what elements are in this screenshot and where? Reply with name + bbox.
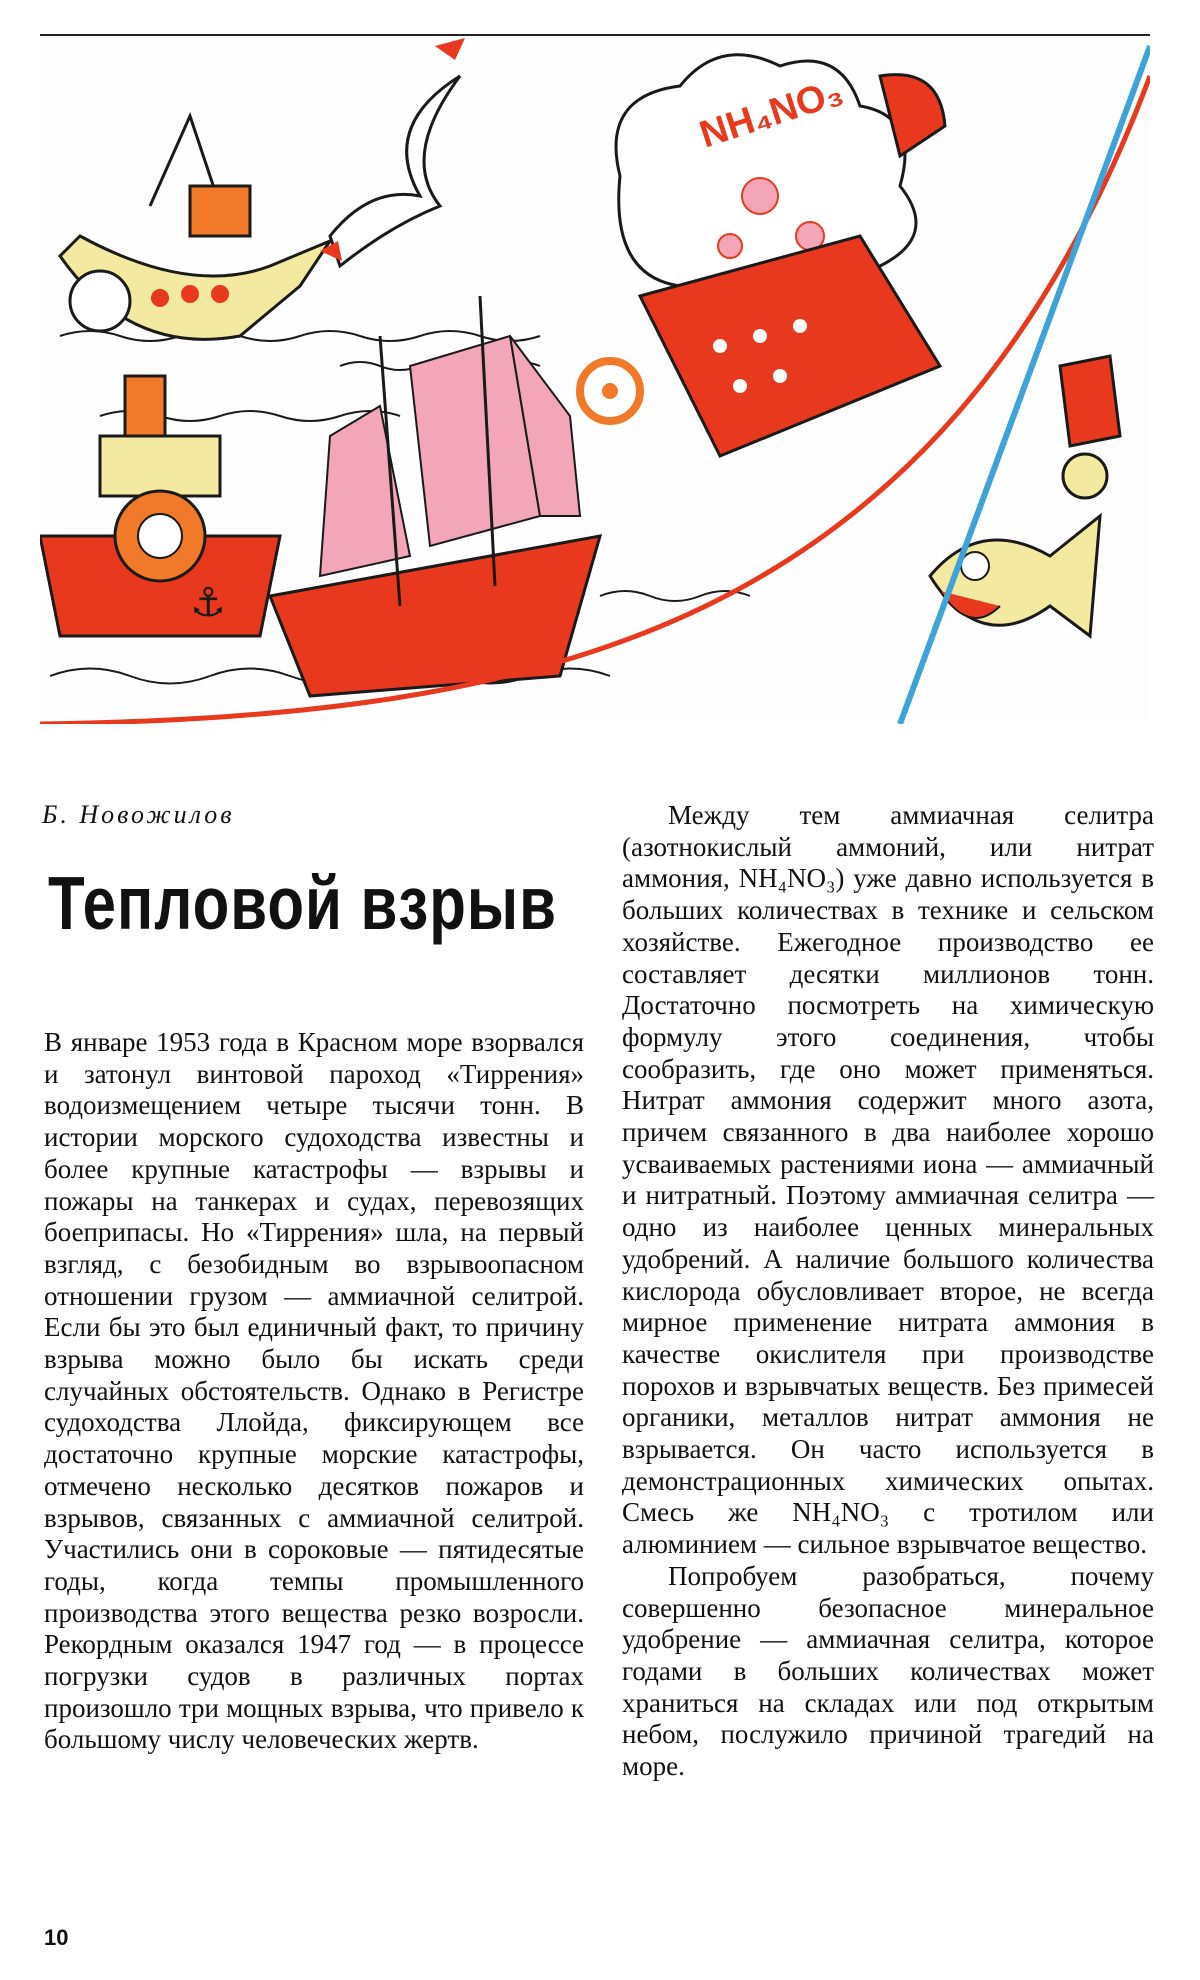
right-column [622, 800, 1154, 1783]
paddle-steamer [40, 376, 280, 636]
formula-label: NH₄NO₃ [694, 70, 849, 157]
left-column [44, 1027, 584, 1756]
formula: NH₄NO₃ [738, 863, 836, 894]
paragraph: Между тем аммиачная селитра (азотнокислый аммоний, или нитрат аммония, NH₄NO₃) уже давно используется в больших количествах в технике и сельском хозяйстве. Ежегодное производство ее составляет десятки миллионов тонн. Достаточно посмотреть на химическую формулу этого соединения, чтобы сообразить, где оно может применяться. Нитрат аммония содержит много азота, причем связанного в два наиболее хорошо усваиваемых растениями иона — аммиачный и нитратный. Поэтому аммиачная селитра — одно из наиболее ценных минеральных удобрений. А наличие большого количества кислорода обусловливает второе, не всегда мирное применение нитрата аммония в качестве окислителя при производстве порохов и взрывчатых веществ. Без примесей органики, металлов нитрат аммония не взрывается. Он часто используется в демонстрационных химических опытах. Смесь же NH₄NO₃ с тротилом или алюминием — сильное взрывчатое вещество. [622, 800, 1154, 1560]
ship-explosion-cartoon [40, 36, 1150, 724]
formula: NH₄NO₃ [792, 1497, 890, 1528]
article-title: Тепловой взрыв [48, 861, 558, 945]
svg-text:⚓: ⚓ [190, 580, 226, 626]
paragraph: Попробуем разобраться, почему совершенно безопасное минеральное удобрение — аммиачная селитра, которое годами в больших количествах может храниться на складах или под открытым небом, послужило причиной трагедий на море. [622, 1560, 1154, 1782]
cartoon-illustration [40, 34, 1150, 724]
paragraph: В январе 1953 года в Красном море взорвался и затонул винтовой пароход «Тиррения» водоизмещением четыре тысячи тонн. В истории морского судоходства известны и более крупные катастрофы — взрывы и пожары на танкерах и судах, перевозящих боеприпасы. Но «Тиррения» шла, на первый взгляд, с безобидным во взрывоопасном отношении грузом — аммиачной селитрой. Если бы это был единичный факт, то причину взрыва можно было бы искать среди случайных обстоятельств. Однако в Регистре судоходства Ллойда, фиксирующем все достаточно крупные морские катастрофы, отмечено несколько десятков пожаров и взрывов, связанных с аммиачной селитрой. Участились они в сороковые — пятидесятые годы, когда темпы промышленного производства этого вещества резко возросли. Рекордным оказался 1947 год — в процессе погрузки судов в различных портах произошло три мощных взрыва, что привело к большому числу человеческих жертв. [44, 1027, 584, 1755]
ship-wheel-icon [580, 361, 640, 421]
sailing-ship [270, 296, 600, 696]
page-number: 10 [44, 1925, 69, 1950]
falling-sailor [1060, 356, 1120, 498]
seagull [320, 38, 465, 266]
author-byline: Б. Новожилов [42, 800, 235, 829]
yellow-steamboat [60, 116, 330, 339]
